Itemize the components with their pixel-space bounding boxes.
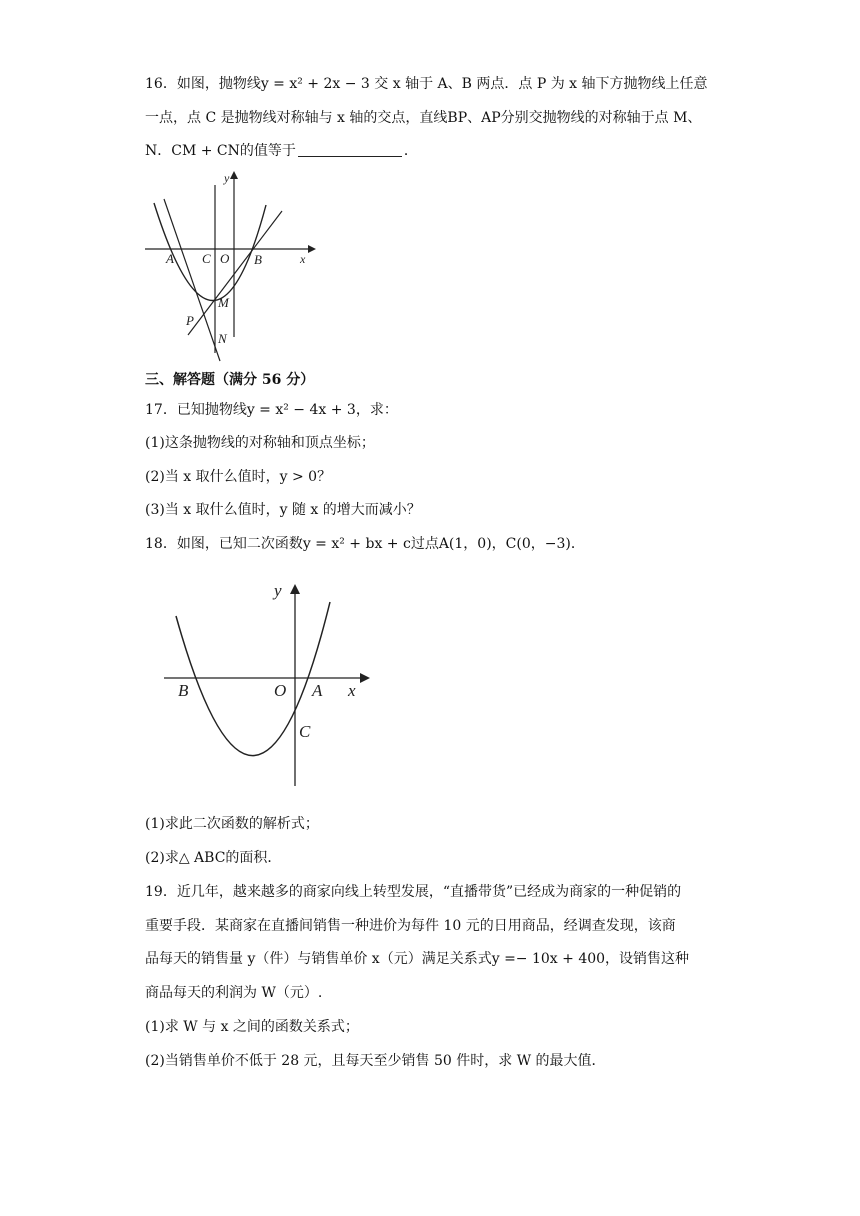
q16-line-3 [145, 141, 418, 161]
label-b: B [254, 252, 262, 267]
q16-line-3-text: N．CM + CN的值等于 [145, 143, 296, 159]
label-y: y [224, 171, 230, 185]
q16-line-2: 一点，点 C 是抛物线对称轴与 x 轴的交点，直线BP、AP分别交抛物线的对称轴于点 M、 [145, 110, 702, 126]
q19-line-4: 商品每天的利润为 W（元）. [145, 985, 323, 1001]
q19-part-2: (2)当销售单价不低于 28 元，且每天至少销售 50 件时，求 W 的最大值． [145, 1053, 606, 1069]
q19-line-1: 19．近几年，越来越多的商家向线上转型发展，“直播带货”已经成为商家的一种促销的 [145, 884, 682, 900]
q18-figure [160, 572, 380, 792]
q16-figure [140, 165, 320, 365]
q19-line-3: 品每天的销售量 y（件）与销售单价 x（元）满足关系式y =− 10x + 400，设销售这种 [145, 951, 690, 967]
q17-stem: 17．已知抛物线y = x² − 4x + 3，求： [145, 402, 398, 418]
line-ap [164, 199, 220, 361]
label-c: C [202, 251, 211, 266]
label-a: A [166, 251, 174, 266]
q19-line-2: 重要手段．某商家在直播间销售一种进价为每件 10 元的日用商品，经调查发现，该商 [145, 918, 676, 934]
y-axis-arrow [230, 171, 238, 179]
label-m: M [218, 295, 229, 310]
label-a: A [312, 681, 323, 700]
label-x: x [348, 681, 356, 700]
q17-part-2: (2)当 x 取什么值时，y > 0？ [145, 469, 332, 485]
label-x: x [300, 252, 306, 266]
section-title: 三、解答题（满分 56 分） [145, 372, 315, 388]
label-c: C [299, 722, 311, 741]
label-o: O [220, 251, 230, 266]
y-axis-arrow [290, 584, 300, 594]
label-b: B [178, 681, 189, 700]
q16-line-3-end: ． [403, 143, 418, 159]
q17-part-3: (3)当 x 取什么值时，y 随 x 的增大而减小？ [145, 502, 421, 518]
label-o: O [274, 681, 287, 700]
x-axis-arrow [308, 245, 316, 253]
q18-stem: 18．如图，已知二次函数y = x² + bx + c过点A(1，0)，C(0，−3)． [145, 536, 585, 552]
q18-part-1: (1)求此二次函数的解析式； [145, 816, 319, 832]
q17-part-1: (1)这条抛物线的对称轴和顶点坐标； [145, 435, 375, 451]
answer-blank [298, 142, 402, 157]
label-p: P [186, 313, 194, 328]
q18-part-2: (2)求△ ABC的面积． [145, 850, 282, 866]
label-y: y [274, 581, 282, 600]
label-n: N [218, 331, 227, 346]
x-axis-arrow [360, 673, 370, 683]
q19-part-1: (1)求 W 与 x 之间的函数关系式； [145, 1019, 359, 1035]
q16-line-1: 16．如图，抛物线y = x² + 2x − 3 交 x 轴于 A、B 两点．点 P 为 x 轴下方抛物线上任意 [145, 76, 708, 92]
line-bp [188, 211, 282, 335]
